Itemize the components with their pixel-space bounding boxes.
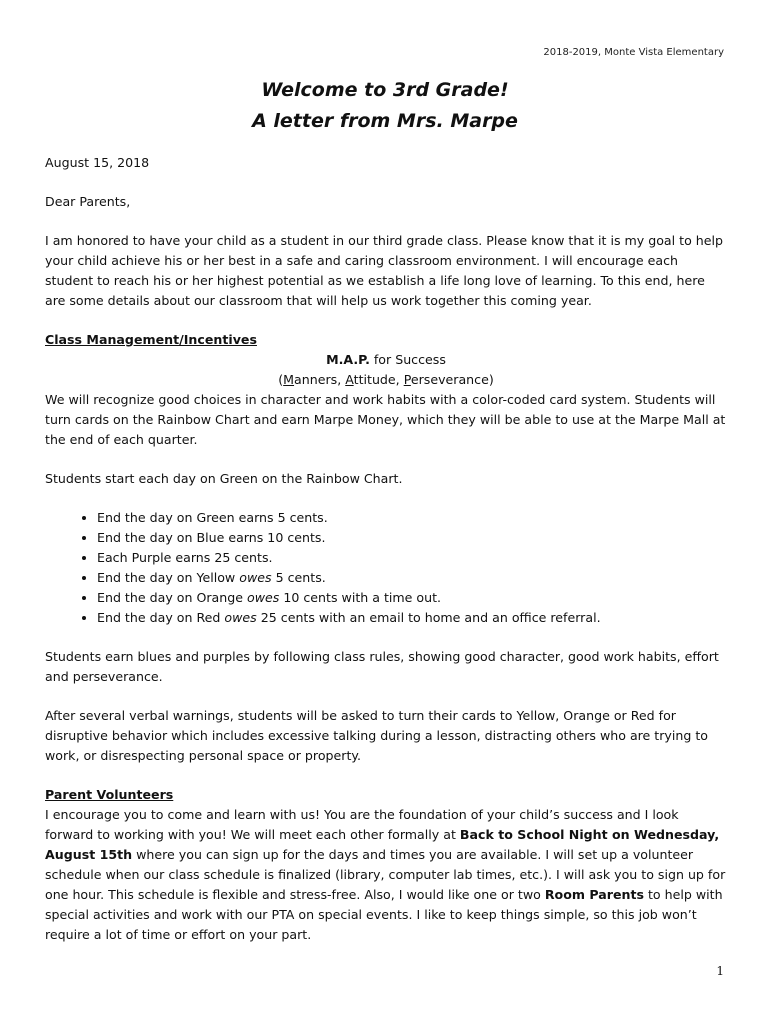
bullet-text-end: 5 cents. bbox=[271, 570, 326, 585]
bullet-emphasis: owes bbox=[239, 570, 272, 585]
pv-bold-room-parents: Room Parents bbox=[544, 887, 644, 902]
pv-bold-back-to-school: Back to School Night on Wednesday, August 15th bbox=[45, 827, 720, 862]
letter-body bbox=[45, 153, 727, 945]
bullet-emphasis: owes bbox=[247, 590, 280, 605]
warnings-paragraph: After several verbal warnings, students will be asked to turn their cards to Yellow, Orange or Red for disruptive behavior which includes excessive talking during a lesson, distracting others who are trying to work, or disrespecting personal space or property. bbox=[45, 708, 708, 763]
map-acronym: M.A.P. bbox=[326, 352, 370, 367]
recognize-paragraph: We will recognize good choices in character and work habits with a color-coded card system. Students will turn cards on the Rainbow Chart and earn Marpe Money, which they will be able to use at the Marpe Mall at the end of each quarter. bbox=[45, 392, 726, 447]
class-management-heading: Class Management/Incentives bbox=[45, 332, 257, 347]
bullet-emphasis: owes bbox=[224, 610, 257, 625]
bullet-text: End the day on Orange bbox=[97, 590, 247, 605]
map-open-paren: ( bbox=[278, 372, 284, 387]
earn-paragraph: Students earn blues and purples by following class rules, showing good character, good work habits, effort and perseverance. bbox=[45, 649, 719, 684]
list-item bbox=[97, 548, 727, 568]
map-expansion bbox=[45, 370, 727, 390]
map-p-letter: P bbox=[403, 372, 411, 387]
map-a-rest: ttitude, bbox=[353, 372, 404, 387]
intro-paragraph: I am honored to have your child as a student in our third grade class. Please know that it is my goal to help your child achieve his or her best in a safe and caring classroom environment. I will encourage each student to reach his or her highest potential as we establish a life long love of learning. To this end, here are some details about our classroom that will help us work together this coming year. bbox=[45, 233, 724, 308]
pv-text-3: to help with special activities and work with our PTA on special events. I like to keep things simple, so this job won’t require a lot of time or effort on your part. bbox=[45, 887, 723, 942]
bullet-text: End the day on Green earns 5 cents. bbox=[97, 510, 328, 525]
title-welcome: Welcome to 3rd Grade! bbox=[261, 79, 509, 101]
bullet-text: End the day on Yellow bbox=[97, 570, 240, 585]
map-m-rest: anners, bbox=[294, 372, 346, 387]
list-item bbox=[97, 608, 727, 628]
rainbow-chart-list bbox=[45, 508, 727, 628]
pv-text-2: where you can sign up for the days and times you are available. I will set up a volunteer schedule when our class schedule is finalized (library, computer lab times, etc.). I will ask you to sign up for one hour. This schedule is flexible and stress-free. Also, I would like one or two bbox=[45, 847, 726, 902]
list-item bbox=[97, 588, 727, 608]
map-m-letter: M bbox=[283, 372, 295, 387]
bullet-text-end: 25 cents with an email to home and an office referral. bbox=[256, 610, 601, 625]
list-item bbox=[97, 528, 727, 548]
list-item bbox=[97, 568, 727, 588]
greeting: Dear Parents, bbox=[45, 194, 131, 209]
bullet-text: End the day on Red bbox=[97, 610, 225, 625]
map-a-letter: A bbox=[345, 372, 354, 387]
parent-volunteers-heading: Parent Volunteers bbox=[45, 787, 174, 802]
parent-volunteers-paragraph bbox=[45, 805, 727, 945]
letter-date: August 15, 2018 bbox=[45, 155, 150, 170]
bullet-text: End the day on Blue earns 10 cents. bbox=[97, 530, 326, 545]
map-p-rest: erseverance) bbox=[410, 372, 494, 387]
map-title bbox=[45, 350, 727, 370]
page-number: 1 bbox=[716, 964, 724, 978]
bullet-text-end: 10 cents with a time out. bbox=[279, 590, 442, 605]
map-title-rest: for Success bbox=[369, 352, 446, 367]
start-paragraph: Students start each day on Green on the Rainbow Chart. bbox=[45, 471, 403, 486]
title-letter-from: A letter from Mrs. Marpe bbox=[252, 110, 518, 132]
list-item bbox=[97, 508, 727, 528]
school-year-header: 2018-2019, Monte Vista Elementary bbox=[543, 47, 724, 58]
bullet-text: Each Purple earns 25 cents. bbox=[97, 550, 273, 565]
pv-text-1: I encourage you to come and learn with us! You are the foundation of your child’s success and I look forward to working with you! We will meet each other formally at bbox=[45, 807, 679, 842]
